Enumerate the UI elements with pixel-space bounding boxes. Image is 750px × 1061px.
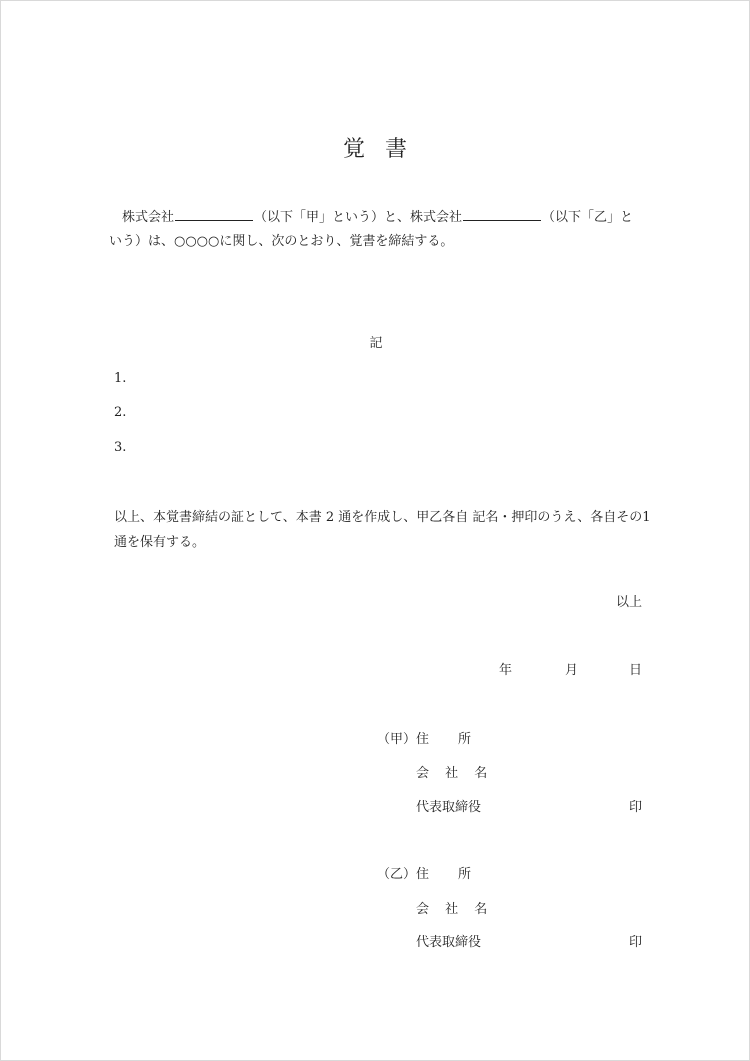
item-1: 1. [114,371,127,386]
party-b-address-label: 住 所 [416,867,473,882]
party-a-seal: 印 [629,800,643,815]
intro-line-2: いう）は、○○○○に関し、次のとおり、覚書を締結する。 [109,234,454,249]
item-3: 3. [114,440,127,455]
closing-line-1: 以上、本覚書締結の証として、本書 2 通を作成し、甲乙各自 記名・押印のうえ、各自その1 [114,510,651,525]
party-a-rep-label: 代表取締役 [416,800,482,815]
intro-party1-suffix: （以下「甲」という）と、株式会社 [254,210,463,225]
party-a-company-label: 会 社 名 [416,766,494,781]
closing-line-2: 通を保有する。 [114,535,206,550]
party2-blank [463,208,541,221]
intro-party2-suffix: （以下「乙」と [542,210,634,225]
item-2: 2. [114,405,127,420]
party-a-label: （甲） [377,732,417,747]
document-title [1,137,750,163]
party1-blank [175,208,253,221]
ijo-text: 以上 [616,595,643,610]
date-year: 年 [499,663,513,678]
ki-heading: 記 [369,336,383,351]
party-a-address-label: 住 所 [416,732,473,747]
intro-company-prefix: 株式会社 [122,210,175,225]
date-day: 日 [629,663,643,678]
party-b-company-label: 会 社 名 [416,902,494,917]
party-b-seal: 印 [629,935,643,950]
title-char-1: 覚 [342,137,367,162]
party-b-rep-label: 代表取締役 [416,935,482,950]
intro-line-1 [122,208,633,226]
party-b-label: （乙） [377,867,417,882]
date-month: 月 [565,663,579,678]
title-char-2: 書 [385,137,410,162]
